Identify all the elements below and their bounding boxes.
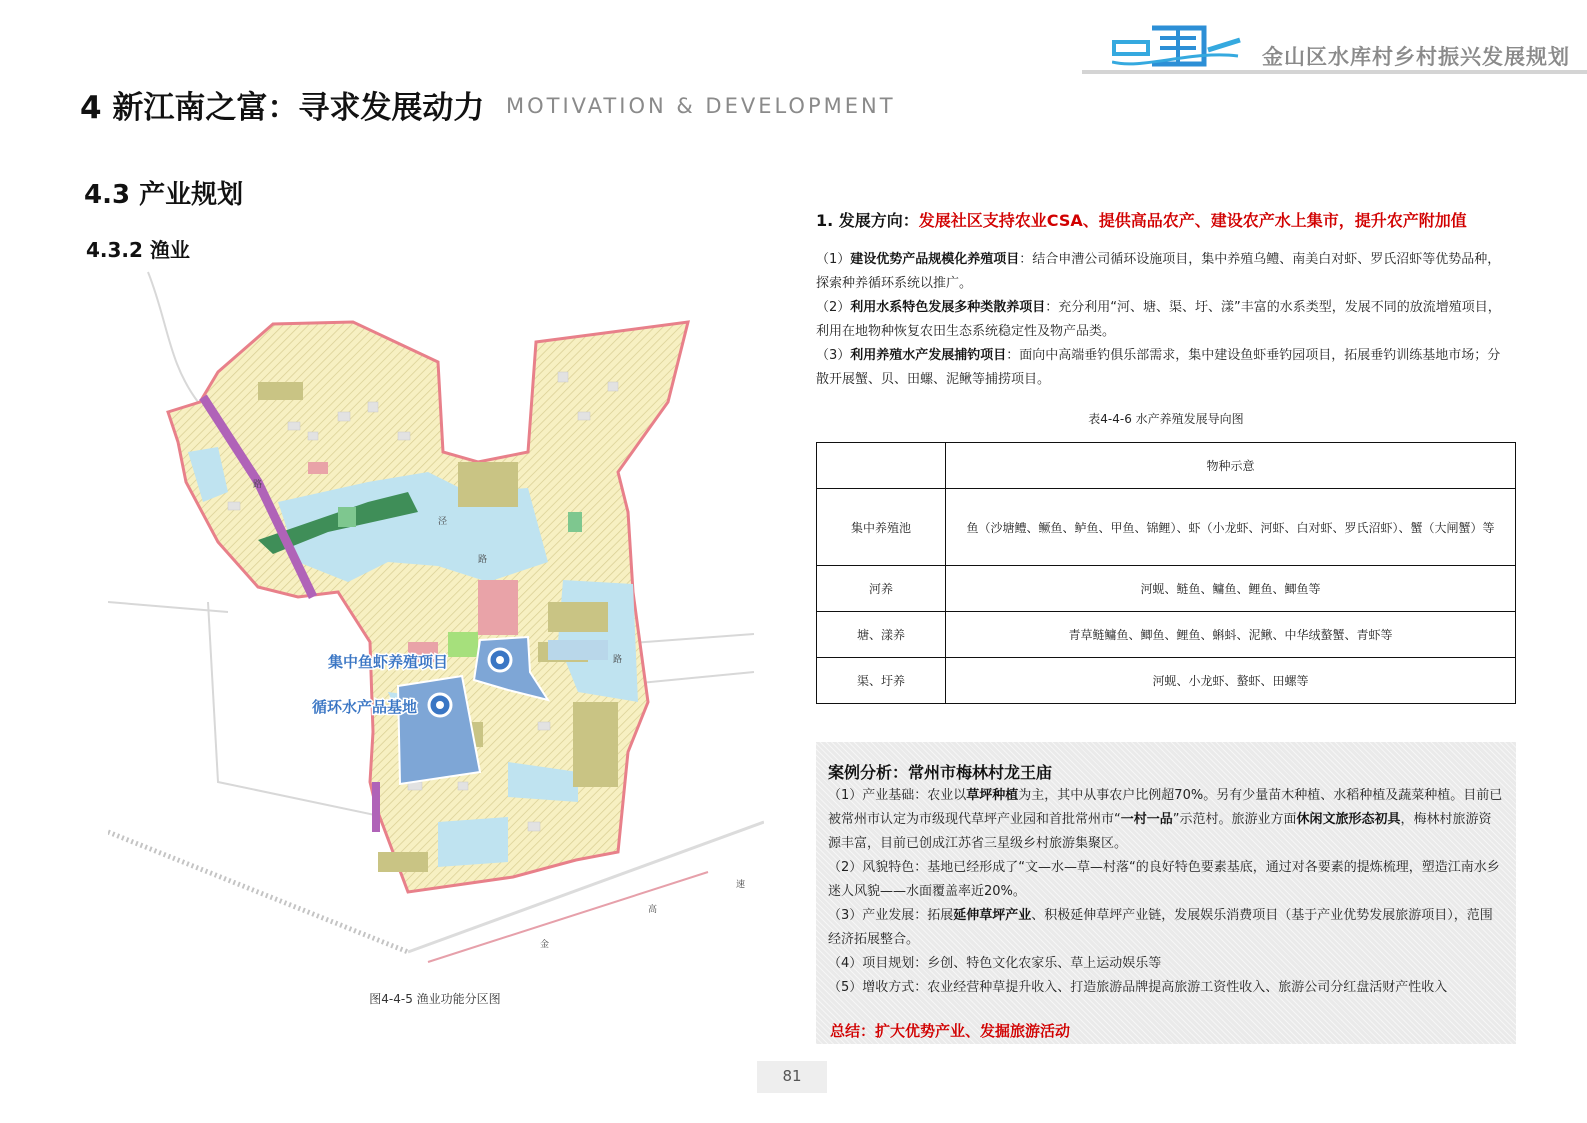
case-item-4: （4）项目规划：乡创、特色文化农家乐、草上运动娱乐等 bbox=[828, 956, 1162, 971]
map-label-fish-shrimp: 集中鱼虾养殖项目 bbox=[328, 653, 449, 671]
development-direction: 1. 发展方向：发展社区支持农业CSA、提供高品农产、建设农产水上集市，提升农产附加值 bbox=[816, 211, 1467, 230]
brand-title: 金山区水库村乡村振兴发展规划 bbox=[1262, 45, 1570, 69]
table-cell-species: 青草鲢鳙鱼、鲫鱼、鲤鱼、蝌蚪、泥鳅、中华绒螯蟹、青虾等 bbox=[946, 612, 1516, 658]
case-item-1: （1）产业基础：农业以草坪种植为主，其中从事农户比例超70%。另有少量苗木种植、水稻种植及蔬菜种植。目前已被常州市认定为市级现代草坪产业园和首批常州市“一村一品”示范村。旅游业方面休闲文旅形态初具，梅林村旅游资源丰富，目前已创成江苏省三星级乡村旅游集聚区。 bbox=[828, 788, 1503, 851]
table-cell-species: 河蚬、小龙虾、螯虾、田螺等 bbox=[946, 658, 1516, 704]
table-cell-species: 河蚬、鲢鱼、鳙鱼、鲤鱼、鲫鱼等 bbox=[946, 566, 1516, 612]
water-village-logo-icon bbox=[1112, 20, 1242, 72]
header-rule bbox=[1082, 70, 1587, 74]
case-title: 案例分析：常州市梅林村龙王庙 bbox=[828, 763, 1053, 782]
subsection-title: 4.3.2 渔业 bbox=[86, 238, 190, 262]
item-1: （1）建设优势产品规模化养殖项目：结合申漕公司循环设施项目，集中养殖乌鳢、南美白对虾、罗氏沼虾等优势品种，探索种养循环系统以推广。 bbox=[816, 252, 1501, 291]
fish-shrimp-marker-icon bbox=[489, 649, 511, 671]
road-label: 路 bbox=[613, 655, 623, 665]
table-cell-type: 塘、漾养 bbox=[817, 612, 946, 658]
table-cell-type: 河养 bbox=[817, 566, 946, 612]
recycle-base-marker-icon bbox=[429, 694, 451, 716]
table-cell-type: 集中养殖池 bbox=[817, 489, 946, 566]
direction-text: 发展社区支持农业CSA、提供高品农产、建设农产水上集市，提升农产附加值 bbox=[918, 211, 1467, 230]
road-label: 金 bbox=[540, 940, 550, 950]
road-label: 路 bbox=[478, 555, 488, 565]
table-row bbox=[817, 658, 1516, 704]
aquaculture-table bbox=[816, 442, 1516, 704]
table-row bbox=[817, 489, 1516, 566]
page-number: 81 bbox=[782, 1067, 802, 1085]
section-title: 4.3 产业规划 bbox=[84, 180, 244, 210]
table-row bbox=[817, 612, 1516, 658]
road-label: 路 bbox=[253, 480, 263, 490]
table-cell-species: 鱼（沙塘鳢、鳜鱼、鲈鱼、甲鱼、锦鲤）、虾（小龙虾、河虾、白对虾、罗氏沼虾）、蟹（大闸蟹）等 bbox=[946, 489, 1516, 566]
road-label: 泾 bbox=[438, 517, 448, 527]
item-2: （2）利用水系特色发展多种类散养项目：充分利用“河、塘、渠、圩、漾”丰富的水系类型，发展不同的放流增殖项目，利用在地物种恢复农田生态系统稳定性及物产品类。 bbox=[816, 300, 1501, 339]
chapter-title: 4 新江南之富：寻求发展动力 bbox=[80, 90, 485, 126]
chapter-title-english: MOTIVATION & DEVELOPMENT bbox=[506, 94, 896, 118]
table-header-row bbox=[817, 443, 1516, 489]
case-item-2: （2）风貌特色：基地已经形成了“文—水—草—村落“的良好特色要素基底，通过对各要素的提炼梳理，塑造江南水乡迷人风貌——水面覆盖率近20%。 bbox=[828, 860, 1500, 899]
road-label: 高 bbox=[648, 905, 658, 915]
table-caption: 表4-4-6 水产养殖发展导向图 bbox=[1088, 412, 1244, 426]
case-item-3: （3）产业发展：拓展延伸草坪产业、积极延伸草坪产业链，发展娱乐消费项目（基于产业优势发展旅游项目），范围经济拓展整合。 bbox=[828, 908, 1493, 947]
fishery-zoning-map bbox=[108, 262, 764, 970]
table-row bbox=[817, 566, 1516, 612]
case-summary: 总结：扩大优势产业、发掘旅游活动 bbox=[830, 1022, 1071, 1040]
table-cell-type: 渠、圩养 bbox=[817, 658, 946, 704]
table-header-cell: 物种示意 bbox=[946, 443, 1516, 489]
case-item-5: （5）增收方式：农业经营种草提升收入、打造旅游品牌提高旅游工资性收入、旅游公司分红盘活财产性收入 bbox=[828, 980, 1448, 995]
item-3: （3）利用养殖水产发展捕钓项目：面向中高端垂钓俱乐部需求，集中建设鱼虾垂钓园项目，拓展垂钓训练基地市场；分散开展蟹、贝、田螺、泥鳅等捕捞项目。 bbox=[816, 348, 1501, 387]
table-header-cell bbox=[817, 443, 946, 489]
map-caption: 图4-4-5 渔业功能分区图 bbox=[369, 992, 501, 1006]
map-label-recycle-base: 循环水产品基地 bbox=[312, 698, 418, 716]
road-label: 速 bbox=[736, 880, 746, 890]
